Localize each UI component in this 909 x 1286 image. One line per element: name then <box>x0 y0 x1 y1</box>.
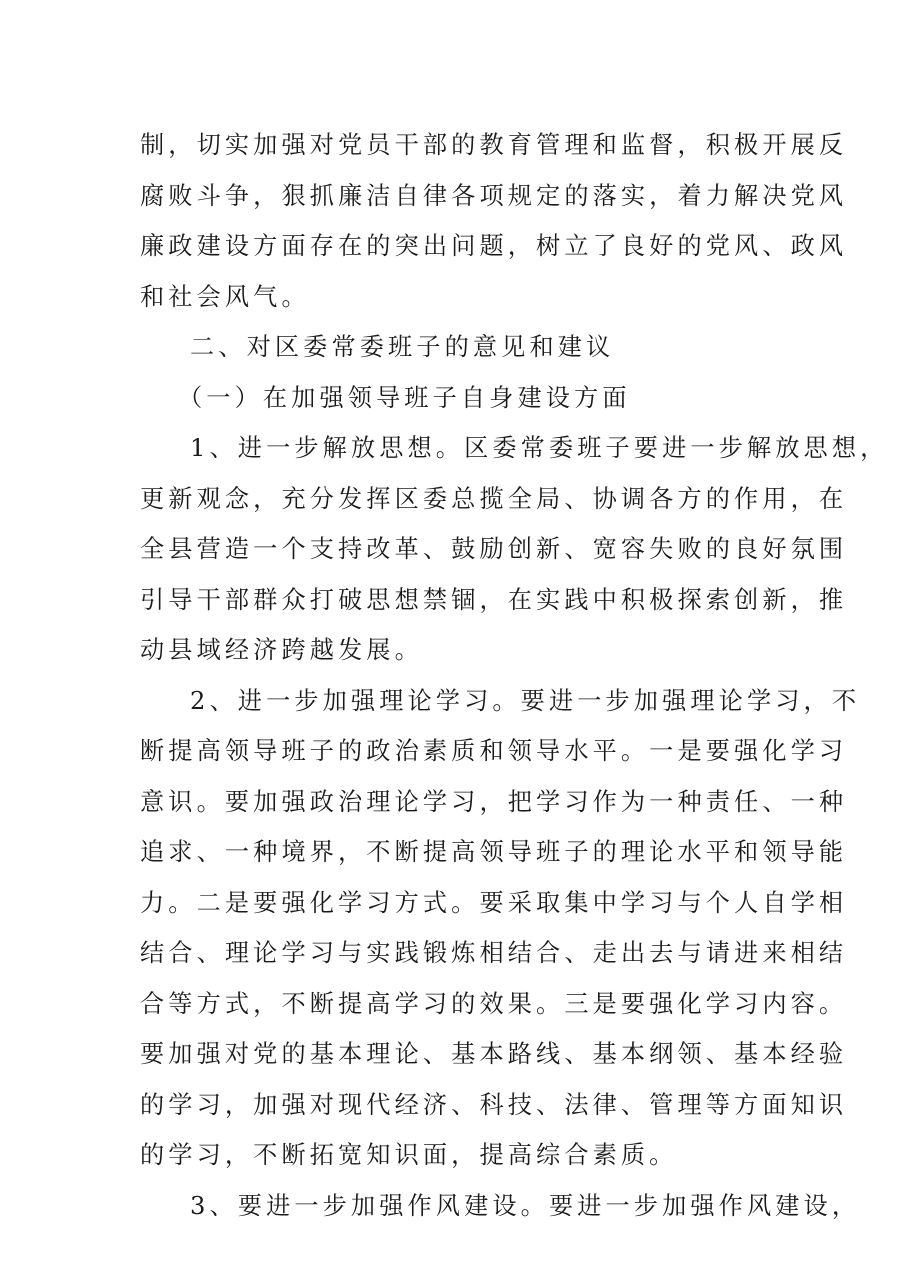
text-line: 制，切实加强对党员干部的教育管理和监督，积极开展反 <box>140 131 848 159</box>
paragraph-continuation <box>140 120 848 322</box>
text-line: 的学习，加强对现代经济、科技、法律、管理等方面知识 <box>140 1090 848 1119</box>
paragraph-item-1 <box>140 423 889 676</box>
subsection-heading-text: （一）在加强领导班子自身建设方面 <box>178 383 631 412</box>
text-line: 腐败斗争，狠抓廉洁自律各项规定的落实，着力解决党风 <box>140 181 848 210</box>
text-line: 全县营造一个支持改革、鼓励创新、宽容失败的良好氛围 <box>140 535 848 563</box>
text-line: 意识。要加强政治理论学习，把学习作为一种责任、一种 <box>140 787 848 816</box>
text-line: 要加强对党的基本理论、基本路线、基本纲领、基本经验 <box>140 1040 848 1068</box>
text-line: 的学习，不断拓宽知识面，提高综合素质。 <box>140 1141 678 1169</box>
text-line: 动县域经济跨越发展。 <box>140 636 423 664</box>
section-heading-two <box>140 322 780 373</box>
text-line: 结合、理论学习与实践锻炼相结合、走出去与请进来相结 <box>140 939 848 967</box>
text-line: 断提高领导班子的政治素质和领导水平。一是要强化学习 <box>140 737 848 765</box>
text-line: 合等方式，不断提高学习的效果。三是要强化学习内容。 <box>140 989 848 1018</box>
subsection-heading-one <box>140 373 780 424</box>
text-line: 追求、一种境界，不断提高领导班子的理论水平和领导能 <box>140 838 848 866</box>
document-body <box>140 120 889 1231</box>
text-line: 3、要进一步加强作风建设。要进一步加强作风建设， <box>190 1191 861 1220</box>
paragraph-item-3 <box>140 1181 861 1232</box>
text-line: 廉政建设方面存在的突出问题，树立了良好的党风、政风 <box>140 232 848 260</box>
text-line: 引导干部群众打破思想禁锢，在实践中积极探索创新，推 <box>140 585 848 614</box>
section-heading-text: 二、对区委常委班子的意见和建议 <box>190 333 615 361</box>
text-line: 力。二是要强化学习方式。要采取集中学习与个人自学相 <box>140 888 848 917</box>
paragraph-item-2 <box>140 676 861 1181</box>
text-line: 2、进一步加强理论学习。要进一步加强理论学习，不 <box>190 686 861 715</box>
text-line: 更新观念，充分发挥区委总揽全局、协调各方的作用，在 <box>140 484 848 513</box>
text-line: 和社会风气。 <box>140 282 310 311</box>
text-line: 1、进一步解放思想。区委常委班子要进一步解放思想， <box>190 434 889 462</box>
